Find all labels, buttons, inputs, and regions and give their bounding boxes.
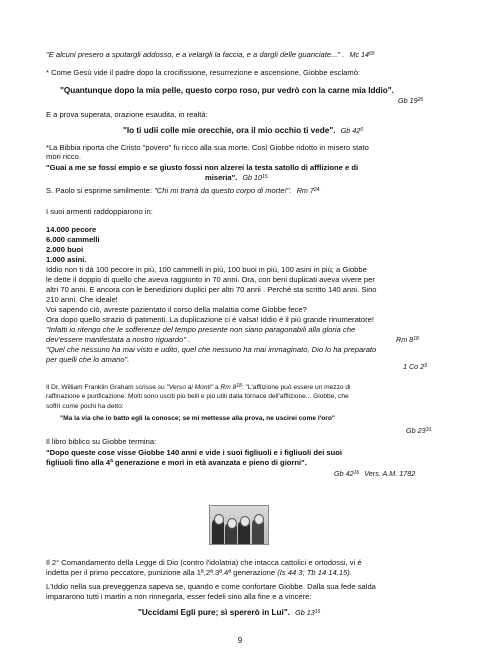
paragraph-line: raffinazione e purificazione. Molti sono usciti più belli e più utili dalla fornace dell'afflizione... Giobbe, che	[46, 393, 349, 400]
bible-reference: Gb 13	[295, 608, 315, 617]
paragraph-text: indetta per il primo peccatore, punizione alla 1ª,2ª.3ª.4ª generazione	[46, 568, 276, 577]
bold-quote: "Dopo queste cose visse Giobbe 140 anni e vide i suoi figliuoli e i figliuoli dei suoi	[46, 448, 343, 457]
paragraph-text: Il Dr. William Franklin Graham scrisse su	[46, 384, 165, 391]
bible-reference: (Is 44 3; Tb 14 14.15).	[277, 568, 352, 577]
paragraph-line: I suoi armenti raddoppiarono in:	[46, 207, 153, 216]
bible-reference: Mc 14	[349, 50, 370, 59]
paragraph-line: 210 anni. Che ideale!	[46, 295, 118, 304]
paragraph-line: Il 2° Comandamento della Legge di Dio (contro l'idolatria) che intacca cattolici e ortodossi, vi é	[46, 558, 362, 567]
book-title: "Verso ai Monti"	[166, 384, 214, 391]
paragraph-line: E a prova superata, orazione esaudita, in realtà:	[46, 110, 208, 119]
bold-quote-line	[123, 126, 363, 135]
paragraph-line: Iddio non ti dà 100 pecore in più, 100 cammelli in più, 100 buoi in più, 100 asini in più; a Giobbe	[46, 265, 367, 274]
bold-quote: "Io ti udii colle mie orecchie, ora il mio occhio ti vede".	[123, 126, 336, 135]
verse-number: 24.	[313, 187, 321, 193]
bible-reference: Rm 8	[396, 335, 414, 344]
verse-number: 18	[236, 383, 242, 389]
paragraph-line	[46, 382, 351, 392]
bold-quote-line	[138, 608, 320, 617]
paragraph-line: impararono tutti i martiri a non rinnegarla, esser fedeli sino alla fine e a vincere:	[46, 592, 312, 601]
quote-text: "E alcuni presero a sputargli addosso, e a velargli la faccia, e a dargli delle guanciate..." .	[46, 50, 345, 59]
bold-quote: "Uccidami Egli pure; sì spererò in Lui".	[138, 608, 290, 617]
quote-text: dev'essere manifestata a nostro riguardo" .	[46, 335, 191, 344]
bold-quote-line	[205, 173, 269, 182]
verse-number: 65	[369, 51, 375, 57]
quote-text: "Quel che nessuno ha mai visto e udito, quel che nessuno ha mai immaginato, Dio lo ha preparato	[46, 345, 377, 354]
reference-line	[398, 96, 423, 105]
bold-quote: "Guai a me se fossi empio e se giusto fossi non alzerei la testa satollo di afflizione e di	[46, 163, 359, 172]
paragraph-line: altri 70 anni. E ancora con le benedizioni duplici per altri 70 anni . Perché sta scritto 140 anni. Sino	[46, 285, 377, 294]
bible-reference: Gb 19	[398, 96, 418, 105]
reference-line	[396, 335, 419, 344]
reference-line	[334, 469, 415, 478]
paragraph-text: a	[215, 384, 219, 391]
list-item: 2.000 buoi	[46, 245, 84, 254]
verse-number: 15.	[262, 174, 269, 180]
family-photo	[209, 505, 269, 545]
quote-text: "Chi mi trarrà da questo corpo di morte!".	[154, 186, 292, 195]
paragraph-line	[46, 568, 352, 577]
paragraph-line: soffrì come pochi ha detto:	[46, 403, 124, 410]
verse-number: 16	[353, 470, 360, 476]
reference-line	[406, 426, 433, 435]
paragraph-line: le dette il doppio di quello che aveva raggiunto in 70 anni. Ora, con beni duplicati aveva vivere per	[46, 275, 375, 284]
bible-reference: Gb 23	[406, 426, 426, 435]
bible-reference: 1 Co 2	[403, 362, 425, 371]
paragraph-line	[46, 186, 321, 195]
paragraph-line: * Come Gesù vide il padre dopo la crocifissione, resurrezione e ascensione, Giobbe esclamò:	[46, 68, 361, 77]
list-item: 6.000 cammelli	[46, 235, 100, 244]
page-number: 9	[237, 636, 243, 645]
verse-number: 5	[360, 127, 364, 133]
paragraph-line: mori ricco.	[46, 152, 82, 161]
list-item: 14.000 pecore	[46, 225, 97, 234]
paragraph-line: Voi sapendo ciò, avreste pazientato il corso della malattia come Giobbe fece?	[46, 305, 307, 314]
paragraph-line: *La Bibbia riporta che Cristo "povero" fu ricco alla sua morte. Così Giobbe ridotto in misero stato	[46, 143, 369, 152]
paragraph-text: S. Paolo si esprime similmente:	[46, 186, 152, 195]
verse-number: 18	[413, 336, 419, 342]
paragraph-line: L'Iddio nella sua preveggenza sapeva se, quando e come confortare Giobbe. Dalla sua fede salda	[46, 582, 376, 591]
bold-quote: miseria".	[205, 173, 238, 182]
bible-reference: Gb 42	[334, 469, 354, 478]
bible-reference: Gb 10	[242, 173, 263, 182]
quote-line-mark	[46, 50, 375, 59]
verse-number: 9	[424, 363, 427, 369]
bold-quote: figliuoli fino alla 4ª generazione e morì in età avanzata e pieno di giorni".	[46, 458, 307, 467]
reference-line	[403, 362, 427, 371]
list-item: 1.000 asini.	[46, 255, 87, 264]
bold-quote: "Quantunque dopo la mia pelle, questo corpo roso, pur vedrò con la carne mia Iddio".	[60, 86, 394, 95]
quote-text: "Infatti io ritengo che le sofferenze del tempo presente non siano paragonabili alla gloria che	[46, 325, 356, 334]
verse-number: 10.	[425, 427, 433, 433]
paragraph-text: : "L'afflizione può essere un mezzo di	[241, 384, 351, 391]
quote-text: per quelli che lo amano".	[46, 355, 130, 364]
paragraph-line: Il libro biblico su Giobbe termina:	[46, 437, 157, 446]
bible-reference: Rm 7	[296, 186, 314, 195]
verse-number: 15	[314, 609, 321, 615]
bible-reference: Gb 42	[340, 126, 361, 135]
verse-number: 26	[417, 97, 424, 103]
bible-version: Vers. A.M. 1782	[364, 469, 416, 478]
paragraph-line: Ora dopo quello strazio di patimenti. La duplicazione ci è valsa! Iddio é il più grande rinumeratore!	[46, 315, 374, 324]
bible-reference: Rm 8	[220, 384, 237, 391]
bold-quote: "Ma la via che io batto egli la conosce; se mi mettesse alla prova, ne uscirei come l'oro"	[60, 415, 335, 422]
